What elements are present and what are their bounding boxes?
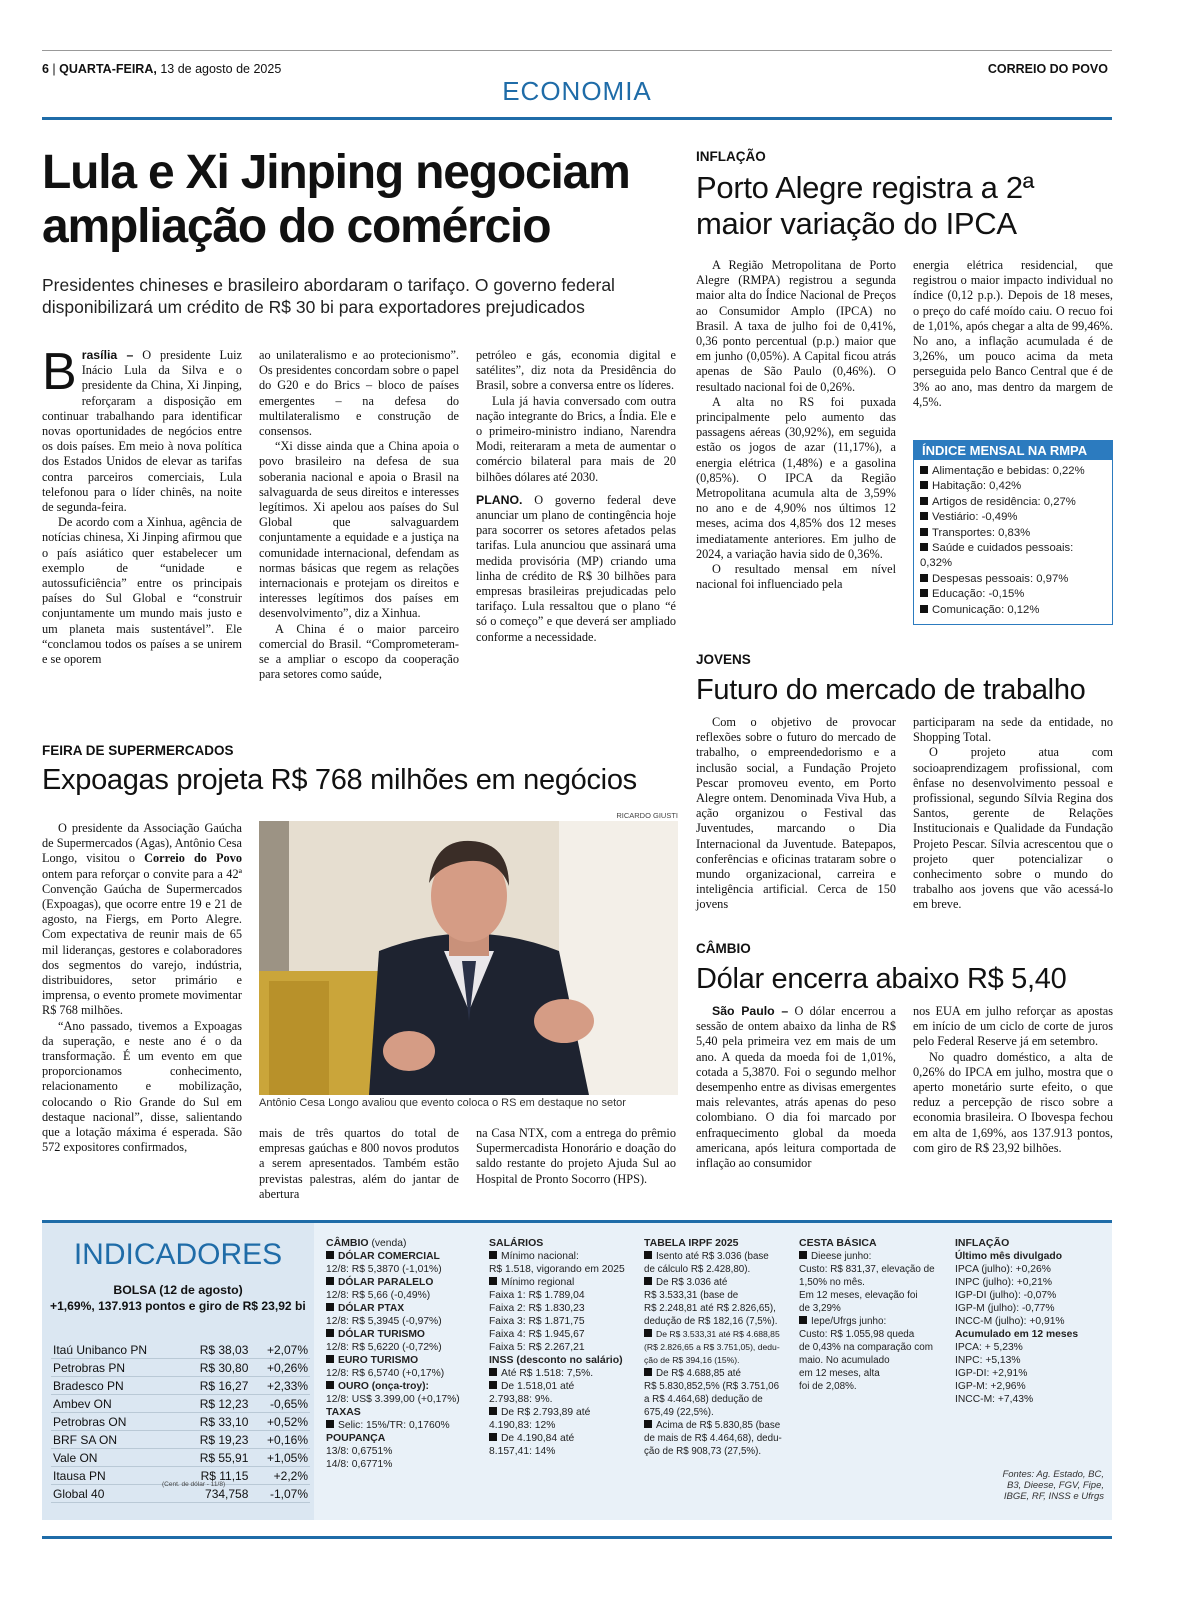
bullet-icon: [489, 1251, 497, 1259]
bolsa-title: BOLSA (12 de agosto): [113, 1283, 243, 1297]
indicator-line: IGP-DI: +2,91%: [955, 1368, 1028, 1379]
indicator-line: IGP-M: +2,96%: [955, 1381, 1026, 1392]
stock-change: +0,16%: [250, 1431, 310, 1449]
bullet-icon: [326, 1303, 334, 1311]
indicator-line: IPCA (julho): +0,26%: [955, 1264, 1051, 1275]
ind-salarios: SALÁRIOS Mínimo nacional: R$ 1.518, vigorando em 2025 Mínimo regional Faixa 1: R$ 1.789,04 Faixa 2: R$ 1.830,23 Faixa 3: R$ 1.871,75 Faixa 4: R$ 1.945,67 Faixa 5: R$ 2.267,21 INSS (desconto no salário) Até R$ 1.518: 7,5%. De 1.518,01 até 2.793,88: 9%. De R$ 2.793,89 até 4.190,83: 12% De 4.190,84 até 8.157,41: 14%: [489, 1237, 637, 1458]
photo-caption: Antônio Cesa Longo avaliou que evento coloca o RS em destaque no setor: [259, 1097, 626, 1109]
lula-col-3: petróleo e gás, economia digital e satélites”, diz nota da Presidência do Brasil, sobre a conversa entre os líderes. Lula já havia conversado com outra nação integrante do Brics, a Índia. Ele e o primeiro-ministro indiano, Narendra Modi, reiteraram a meta de aumentar o comércio bilateral para mais de 20 bilhões dólares até 2030. PLANO. O governo federal deve anunciar um plano de contingência hoje para socorrer os setores afetados pelas tarifas. Lula anunciou que assinará uma medida provisória (MP) criando uma linha de crédito de R$ 30 bilhões para empresas brasileiras prejudicadas pelo tarifaço. Lula ressaltou que o plano “é só o começo” e que deverá ser ampliado conforme a necessidade.: [476, 348, 676, 644]
bullet-icon: [326, 1329, 334, 1337]
bullet-icon: [644, 1368, 652, 1376]
bullet-icon: [489, 1277, 497, 1285]
cambio-col-2: nos EUA em julho reforçar as apostas em início de um ciclo de corte de juros pelo Federal Reserve já em setembro. No quadro doméstico, a alta de 0,26% do IPCA em julho, mostra que o aperto monetário surte efeito, o que reduz a percepção de risco sobre a economia brasileira. O Ibovespa fechou em alta de 1,69%, aos 137.913 pontos, com giro de R$ 23,92 bilhões.: [913, 1004, 1113, 1155]
rmpa-item: Transportes: 0,83%: [920, 526, 1106, 541]
expo-col-2: mais de três quartos do total de empresas gaúchas e 800 novos produtos a serem apresentados. Também estão previstas palestras, além do jantar de abertura: [259, 1126, 459, 1201]
rmpa-item: Comunicação: 0,12%: [920, 603, 1106, 618]
cambio-kicker: CÂMBIO: [696, 941, 751, 956]
bullet-icon: [326, 1355, 334, 1363]
rmpa-item: Vestiário: -0,49%: [920, 510, 1106, 525]
lula-subtitle: Presidentes chineses e brasileiro abordaram o tarifaço. O governo federal disponibilizará um crédito de R$ 30 bi para exportadores prejudicados: [42, 275, 615, 317]
stock-name: Global 40: [51, 1485, 181, 1503]
bullet-icon: [920, 528, 928, 536]
indicator-line: INPC (julho): +0,21%: [955, 1277, 1053, 1288]
stock-name: Ambev ON: [51, 1395, 181, 1413]
bullet-icon: [920, 605, 928, 613]
indicator-line: IPCA: + 5,23%: [955, 1342, 1023, 1353]
bullet-icon: [489, 1433, 497, 1441]
cambio-headline: Dólar encerra abaixo R$ 5,40: [696, 963, 1067, 995]
stocks-table: [51, 1341, 310, 1503]
ipca-headline: Porto Alegre registra a 2ª maior variação do IPCA: [696, 170, 1034, 241]
indicator-line: INCC-M (julho): +0,91%: [955, 1316, 1065, 1327]
inflation-12m-list: [955, 1341, 1105, 1406]
stock-row: [51, 1449, 310, 1467]
newspaper-name: CORREIO DO POVO: [987, 62, 1108, 76]
indicator-line: IGP-M (julho): -0,77%: [955, 1303, 1055, 1314]
bullet-icon: [920, 543, 928, 551]
ipca-kicker: INFLAÇÃO: [696, 149, 766, 164]
jovens-kicker: JOVENS: [696, 652, 751, 667]
bullet-icon: [799, 1251, 807, 1259]
bullet-icon: [326, 1277, 334, 1285]
stock-name: Itaú Unibanco PN: [51, 1341, 181, 1359]
expo-kicker: FEIRA DE SUPERMERCADOS: [42, 743, 234, 758]
stock-row: [51, 1395, 310, 1413]
rmpa-list: [914, 460, 1112, 624]
stock-change: +2,2%: [250, 1467, 310, 1485]
expo-col-3: na Casa NTX, com a entrega do prêmio Supermercadista Honorário e doação do saldo restante do projeto Ajuda Sul ao Hospital de Pronto Socorro (HPS).: [476, 1126, 676, 1186]
rmpa-box-title: ÍNDICE MENSAL NA RMPA: [914, 441, 1112, 460]
jovens-col-2: participaram na sede da entidade, no Shopping Total. O projeto atua com socioaprendizagem profissional, com ênfase no desenvolvimento pessoal e profissional, segundo Sílvia Regina dos Santos, gerente de Relações Institucionais e Qualidade da Fundação Projeto Pescar. Sílvia acrescentou que o projeto quer potencializar o conhecimento sobre o mundo do trabalho aos jovens que vão acessá-lo em breve.: [913, 715, 1113, 912]
bullet-icon: [644, 1420, 652, 1428]
bullet-icon: [799, 1316, 807, 1324]
indicators-panel: [42, 1220, 1112, 1520]
rmpa-item: Despesas pessoais: 0,97%: [920, 572, 1106, 587]
bullet-icon: [920, 466, 928, 474]
bullet-icon: [644, 1277, 652, 1285]
stock-row: [51, 1413, 310, 1431]
stock-name: Vale ON: [51, 1449, 181, 1467]
stock-price: R$ 55,91: [181, 1449, 251, 1467]
stock-name: BRF SA ON: [51, 1431, 181, 1449]
stock-name: Petrobras PN: [51, 1359, 181, 1377]
longo-photo: [259, 821, 678, 1095]
lula-col-2: ao unilateralismo e ao protecionismo”. Os presidentes concordam sobre o papel do G20 e do Brics – bloco de países emergentes – na defesa do multilateralismo e construção de consensos. “Xi disse ainda que a China apoia o povo brasileiro na defesa de sua soberania nacional e apoia o Brasil na salvaguarda de seus direitos e interesses legítimos. Xi apelou aos países do Sul Global que salvaguardem conjuntamente a equidade e a justiça na comunidade internacional, defendam as normas básicas que regem as relações internacionais e protejam os direitos e interesses legítimos dos países em desenvolvimento”, diz a Xinhua. A China é o maior parceiro comercial do Brasil. “Comprometeram-se a ampliar o escopo da cooperação para setores como saúde,: [259, 348, 459, 682]
bullet-icon: [489, 1407, 497, 1415]
stock-price: R$ 30,80: [181, 1359, 251, 1377]
cambio-col-1: São Paulo – O dólar encerrou a sessão de ontem abaixo da linha de R$ 5,40 pela primeira vez em mais de um ano. A queda da moeda foi de 1,01%, cotada a 5,3870. Foi o segundo melhor desempenho entre as divisas emergentes mais relevantes, atrás apenas do peso colombiano. O dia foi marcado por enfraquecimento global da moeda americana, após leitura comportada de inflação ao consumidor: [696, 1004, 896, 1171]
ind-inflacao: INFLAÇÃO Último mês divulgado IPCA (julho): +0,26% INPC (julho): +0,21% IGP-DI (julho): -0,07% IGP-M (julho): -0,77% INCC-M (julho): +0,91% Acumulado em 12 meses IPCA: + 5,23% INPC: +5,13% IGP-DI: +2,91% IGP-M: +2,96% INCC-M: +7,43%: [955, 1237, 1105, 1406]
indicator-line: INCC-M: +7,43%: [955, 1394, 1034, 1405]
folio: 6 | QUARTA-FEIRA, 13 de agosto de 2025: [42, 62, 282, 76]
stocks-table-wrap: [51, 1341, 310, 1503]
rmpa-item: Artigos de residência: 0,27%: [920, 495, 1106, 510]
stock-change: -0,65%: [250, 1395, 310, 1413]
bullet-icon: [326, 1420, 334, 1428]
sources-note: Fontes: Ag. Estado, BC, B3, Dieese, FGV, Fipe, IBGE, RF, INSS e Ufrgs: [1002, 1469, 1104, 1502]
ipca-col-2: energia elétrica residencial, que registrou o maior impacto individual no índice (0,12 p.p.). Depois de 18 meses, o preço do café moído caiu. O recuo foi de 1,01%, após chegar a alta de 99,46%. No ano, a inflação acumulada é de 3,26%, um pouco acima da meta perseguida pelo Banco Central que é de 3% ao ano, mas dentro da margem de 4,5%.: [913, 258, 1113, 409]
bolsa-summary: +1,69%, 137.913 pontos e giro de R$ 23,92 bi: [50, 1299, 306, 1313]
person-photo-illustration: [259, 821, 678, 1095]
bullet-icon: [920, 497, 928, 505]
ipca-col-1: A Região Metropolitana de Porto Alegre (RMPA) registrou a segunda maior alta do Índice Nacional de Preços ao Consumidor Amplo (IPCA) no Brasil. A taxa de julho foi de 0,41%, 0,36 ponto percentual (p.p.) maior que em junho (0,05%). A Capital ficou atrás apenas de São Paulo (0,46%). O resultado nacional foi de 0,26%. A alta no RS foi puxada principalmente pelo aumento das passagens aéreas (30,92%), em seguida estão os jogos de azar (11,17%), a energia elétrica (1,48%) e a gasolina (0,85%). O IPCA da Região Metropolitana acumula alta de 3,59% no ano e de 4,90% nos últimos 12 meses, acima dos 4,85% dos 12 meses imediatamente anteriores. Em julho de 2024, a variação havia sido de 0,36%. O resultado mensal em nível nacional foi influenciado pela: [696, 258, 896, 592]
indicator-line: IGP-DI (julho): -0,07%: [955, 1290, 1057, 1301]
rmpa-item: Educação: -0,15%: [920, 587, 1106, 602]
stock-price: R$ 38,03: [181, 1341, 251, 1359]
stock-price: R$ 11,15: [181, 1467, 251, 1485]
stock-price: R$ 19,23: [181, 1431, 251, 1449]
bullet-icon: [920, 589, 928, 597]
bullet-icon: [644, 1329, 652, 1337]
bullet-icon: [489, 1381, 497, 1389]
jovens-headline: Futuro do mercado de trabalho: [696, 674, 1086, 706]
stock-change: -1,07%: [250, 1485, 310, 1503]
indicator-line: Faixa 4: R$ 1.945,67: [489, 1329, 585, 1340]
bullet-icon: [920, 512, 928, 520]
stock-price: 734,758: [181, 1485, 251, 1503]
global-note: (Cent. de dólar - 11/8): [162, 1481, 226, 1488]
expo-headline: Expoagas projeta R$ 768 milhões em negócios: [42, 764, 637, 796]
stock-row: [51, 1431, 310, 1449]
stock-change: +1,05%: [250, 1449, 310, 1467]
drop-cap: B: [42, 343, 77, 401]
bullet-icon: [920, 574, 928, 582]
stock-price: R$ 16,27: [181, 1377, 251, 1395]
stock-change: +2,07%: [250, 1341, 310, 1359]
indicators-title: INDICADORES: [73, 1238, 283, 1271]
bullet-icon: [644, 1251, 652, 1259]
stock-change: +0,52%: [250, 1413, 310, 1431]
inflation-month-list: [955, 1263, 1105, 1328]
stock-name: Petrobras ON: [51, 1413, 181, 1431]
ind-cambio: CÂMBIO (venda) DÓLAR COMERCIAL 12/8: R$ 5,3870 (-1,01%) DÓLAR PARALELO 12/8: R$ 5,66 (-0,49%) DÓLAR PTAX 12/8: R$ 5,3945 (-0,97%) DÓLAR TURISMO 12/8: R$ 5,6220 (-0,72%) EURO TURISMO 12/8: R$ 6,5740 (+0,17%) OURO (onça-troy): 12/8: US$ 3.399,00 (+0,17%) TAXAS Selic: 15%/TR: 0,1760% POUPANÇA 13/8: 0,6751% 14/8: 0,6771%: [326, 1237, 460, 1470]
jovens-col-1: Com o objetivo de provocar reflexões sobre o futuro do mercado de trabalho, o empreendedorismo e a inclusão social, a Fundação Projeto Pescar promoveu evento, em Porto Alegre ontem. Denominada Viva Hub, a ação organizou o Festival das Juventudes, marcando o Dia Internacional da Juventude. Batepapos, conferências e oficinas trataram sobre o mundo organizacional, carreira e inteligência artificial. Cerca de 150 jovens: [696, 715, 896, 912]
bullet-icon: [326, 1251, 334, 1259]
header-rule-blue: [42, 117, 1112, 120]
lula-headline: Lula e Xi Jinping negociam ampliação do comércio: [42, 146, 630, 253]
rmpa-index-box: [913, 440, 1113, 625]
indicator-line: INPC: +5,13%: [955, 1355, 1021, 1366]
ind-cesta: CESTA BÁSICA Dieese junho: Custo: R$ 831,37, elevação de 1,50% no mês. Em 12 meses, elevação foi de 3,29% Iepe/Ufrgs junho: Custo: R$ 1.055,98 queda de 0,43% na comparação com maio. No acumulado em 12 meses, alta foi de 2,08%.: [799, 1237, 935, 1392]
indicator-line: Faixa 1: R$ 1.789,04: [489, 1290, 585, 1301]
bullet-icon: [489, 1368, 497, 1376]
indicator-line: Faixa 2: R$ 1.830,23: [489, 1303, 585, 1314]
rmpa-item: Saúde e cuidados pessoais: 0,32%: [920, 542, 1074, 570]
expo-col-1: O presidente da Associação Gaúcha de Supermercados (Agas), Antônio Cesa Longo, visitou o Correio do Povo ontem para reforçar o convite para a 42ª Convenção Gaúcha de Supermercados (Expoagas), que ocorre entre 19 e 21 de agosto, na Fiergs, em Porto Alegre. Com expectativa de reunir mais de 65 mil lideranças, gestores e colaboradores dos segmentos do varejo, indústria, distribuidores, setor primário e imprensa, o evento promete movimentar R$ 768 milhões. “Ano passado, tivemos a Expoagas da superação, e neste ano é o da transformação. É um evento em que proporcionamos conhecimento, relacionamento e mobilização, colocando o Rio Grande do Sul em destaque nacional”, disse, salientando que a lotação máxima é esperada. São 572 expositores confirmados,: [42, 821, 242, 1155]
photo-credit: RICARDO GIUSTI: [616, 811, 678, 820]
stock-row: [51, 1377, 310, 1395]
ind-irpf: TABELA IRPF 2025 Isento até R$ 3.036 (base de cálculo R$ 2.428,80). De R$ 3.036 até R$ 3.533,31 (base de R$ 2.248,81 até R$ 2.826,65), dedução de R$ 182,16 (7,5%). De R$ 3.533,31 até R$ 4.688,85 (R$ 2.826,65 a R$ 3.751,05), dedu- ção de R$ 394,16 (15%). De R$ 4.688,85 até R$ 5.830,852,5% (R$ 3.751,06 a R$ 4.464,68) dedução de 675,49 (22,5%). Acima de R$ 5.830,85 (base de mais de R$ 4.464,68), dedu- ção de R$ 908,73 (27,5%).: [644, 1237, 782, 1457]
stock-price: R$ 12,23: [181, 1395, 251, 1413]
footer-rule: [42, 1536, 1112, 1539]
rmpa-item: Habitação: 0,42%: [920, 479, 1106, 494]
rmpa-item: Alimentação e bebidas: 0,22%: [920, 464, 1106, 479]
faixas-list: [489, 1289, 637, 1354]
indicator-line: Faixa 3: R$ 1.871,75: [489, 1316, 585, 1327]
section-title: ECONOMIA: [502, 76, 652, 106]
lula-col-1: Brasília – O presidente Luiz Inácio Lula da Silva e o presidente da China, Xi Jinping, reforçaram a disposição em continuar trabalhando para identificar novas oportunidades de negócios entre os dois países. Em meio à nova política dos Estados Unidos de elevar as tarifas contra parceiros comerciais, Lula telefonou para o líder chinês, na noite de segunda-feira. De acordo com a Xinhua, agência de notícias chinesa, Xi Jinping afirmou que o país asiático quer estabelecer um exemplo de “unidade e autossuficiência” entre os principais países do Sul Global e “construir conjuntamente um mundo mais justo e um planeta mais sustentável”. Ele “conclamou todos os países a se unirem e se oporem: [42, 343, 242, 667]
stock-price: R$ 33,10: [181, 1413, 251, 1431]
indicator-line: Faixa 5: R$ 2.267,21: [489, 1342, 585, 1353]
stock-change: +0,26%: [250, 1359, 310, 1377]
header-rule-top: [42, 50, 1112, 51]
stock-change: +2,33%: [250, 1377, 310, 1395]
bullet-icon: [920, 481, 928, 489]
stock-name: Bradesco PN: [51, 1377, 181, 1395]
stock-row: [51, 1341, 310, 1359]
stock-row: [51, 1359, 310, 1377]
bullet-icon: [326, 1381, 334, 1389]
stock-name: Itausa PN: [51, 1467, 181, 1485]
